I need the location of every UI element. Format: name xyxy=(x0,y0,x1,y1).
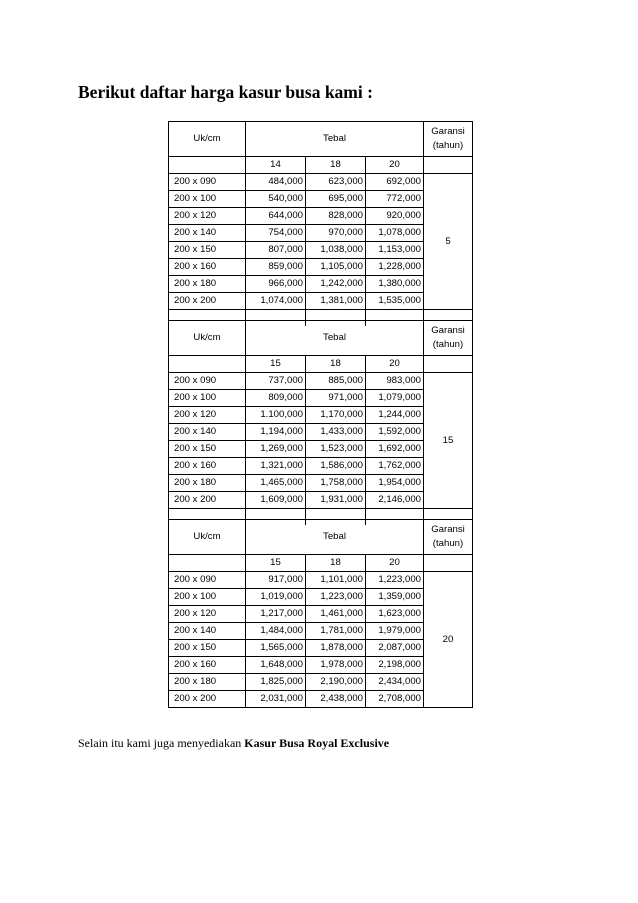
price-cell: 1,609,000 xyxy=(246,492,306,509)
price-cell: 1,359,000 xyxy=(366,589,424,606)
size-cell: 200 x 100 xyxy=(169,390,246,407)
price-cell: 2,146,000 xyxy=(366,492,424,509)
price-cell: 859,000 xyxy=(246,259,306,276)
price-cell: 1,758,000 xyxy=(306,475,366,492)
price-cell: 1,931,000 xyxy=(306,492,366,509)
size-cell: 200 x 200 xyxy=(169,691,246,708)
price-cell: 1,153,000 xyxy=(366,242,424,259)
price-cell: 1,170,000 xyxy=(306,407,366,424)
thickness-value: 20 xyxy=(366,356,424,373)
price-cell: 1,101,000 xyxy=(306,572,366,589)
warranty-label: Garansi xyxy=(431,325,465,336)
price-cell: 971,000 xyxy=(306,390,366,407)
warranty-value: 15 xyxy=(424,373,473,509)
thickness-value: 14 xyxy=(246,157,306,174)
footer-product-name: Kasur Busa Royal Exclusive xyxy=(244,736,390,750)
size-cell: 200 x 090 xyxy=(169,174,246,191)
price-cell: 885,000 xyxy=(306,373,366,390)
size-cell: 200 x 180 xyxy=(169,475,246,492)
price-cell: 2,198,000 xyxy=(366,657,424,674)
warranty-value: 5 xyxy=(424,174,473,310)
size-cell: 200 x 100 xyxy=(169,589,246,606)
thickness-column-header: Tebal xyxy=(246,122,424,157)
price-cell: 1,321,000 xyxy=(246,458,306,475)
price-cell: 695,000 xyxy=(306,191,366,208)
price-cell: 1,223,000 xyxy=(306,589,366,606)
price-cell: 2,708,000 xyxy=(366,691,424,708)
price-cell: 1,465,000 xyxy=(246,475,306,492)
thickness-value: 15 xyxy=(246,356,306,373)
thickness-value: 18 xyxy=(306,555,366,572)
price-cell: 1,461,000 xyxy=(306,606,366,623)
warranty-unit-label: (tahun) xyxy=(432,538,464,549)
warranty-label: Garansi xyxy=(431,524,465,535)
thickness-column-header: Tebal xyxy=(246,321,424,356)
size-cell: 200 x 200 xyxy=(169,492,246,509)
price-cell: 754,000 xyxy=(246,225,306,242)
empty-cell xyxy=(424,356,473,373)
price-cell: 970,000 xyxy=(306,225,366,242)
price-cell: 809,000 xyxy=(246,390,306,407)
price-cell: 2,031,000 xyxy=(246,691,306,708)
price-table xyxy=(168,121,473,326)
warranty-column-header xyxy=(424,122,473,157)
price-cell: 1,380,000 xyxy=(366,276,424,293)
price-cell: 484,000 xyxy=(246,174,306,191)
size-column-header: Uk/cm xyxy=(169,520,246,555)
page-heading: Berikut daftar harga kasur busa kami : xyxy=(78,82,373,102)
price-cell: 623,000 xyxy=(306,174,366,191)
price-cell: 1,244,000 xyxy=(366,407,424,424)
footer-lead: Selain itu kami juga menyediakan xyxy=(78,736,245,750)
thickness-value: 15 xyxy=(246,555,306,572)
size-cell: 200 x 200 xyxy=(169,293,246,310)
price-cell: 1,194,000 xyxy=(246,424,306,441)
thickness-row xyxy=(169,157,473,174)
size-cell: 200 x 140 xyxy=(169,225,246,242)
price-cell: 2,190,000 xyxy=(306,674,366,691)
thickness-value: 20 xyxy=(366,555,424,572)
price-cell: 1,523,000 xyxy=(306,441,366,458)
size-column-header: Uk/cm xyxy=(169,122,246,157)
price-cell: 1,979,000 xyxy=(366,623,424,640)
size-cell: 200 x 090 xyxy=(169,572,246,589)
price-cell: 2,087,000 xyxy=(366,640,424,657)
price-cell: 2,438,000 xyxy=(306,691,366,708)
size-cell: 200 x 120 xyxy=(169,208,246,225)
price-cell: 692,000 xyxy=(366,174,424,191)
price-cell: 983,000 xyxy=(366,373,424,390)
price-cell: 828,000 xyxy=(306,208,366,225)
size-cell: 200 x 160 xyxy=(169,259,246,276)
price-table xyxy=(168,519,473,708)
size-cell: 200 x 180 xyxy=(169,674,246,691)
thickness-value: 18 xyxy=(306,157,366,174)
price-cell: 1,242,000 xyxy=(306,276,366,293)
warranty-column-header xyxy=(424,321,473,356)
table-header-row xyxy=(169,321,473,356)
price-cell: 1,079,000 xyxy=(366,390,424,407)
price-cell: 1,586,000 xyxy=(306,458,366,475)
table-row xyxy=(169,572,473,589)
thickness-row xyxy=(169,555,473,572)
thickness-row xyxy=(169,356,473,373)
warranty-label: Garansi xyxy=(431,126,465,137)
size-cell: 200 x 180 xyxy=(169,276,246,293)
price-cell: 1,038,000 xyxy=(306,242,366,259)
size-cell: 200 x 150 xyxy=(169,640,246,657)
thickness-value: 18 xyxy=(306,356,366,373)
warranty-value: 20 xyxy=(424,572,473,708)
price-cell: 1,433,000 xyxy=(306,424,366,441)
empty-cell xyxy=(169,356,246,373)
price-table xyxy=(168,320,473,525)
price-cell: 1,878,000 xyxy=(306,640,366,657)
price-cell: 966,000 xyxy=(246,276,306,293)
warranty-unit-label: (tahun) xyxy=(432,339,464,350)
empty-cell xyxy=(424,555,473,572)
warranty-column-header xyxy=(424,520,473,555)
price-cell: 1,825,000 xyxy=(246,674,306,691)
size-cell: 200 x 150 xyxy=(169,441,246,458)
size-cell: 200 x 160 xyxy=(169,458,246,475)
size-cell: 200 x 160 xyxy=(169,657,246,674)
price-cell: 1,217,000 xyxy=(246,606,306,623)
price-cell: 917,000 xyxy=(246,572,306,589)
table-row xyxy=(169,373,473,390)
price-cell: 1,781,000 xyxy=(306,623,366,640)
empty-cell xyxy=(424,157,473,174)
size-cell: 200 x 120 xyxy=(169,407,246,424)
price-cell: 1,535,000 xyxy=(366,293,424,310)
footer-text xyxy=(78,736,389,751)
size-cell: 200 x 150 xyxy=(169,242,246,259)
empty-cell xyxy=(169,157,246,174)
price-cell: 540,000 xyxy=(246,191,306,208)
thickness-value: 20 xyxy=(366,157,424,174)
price-cell: 1,381,000 xyxy=(306,293,366,310)
price-cell: 1,978,000 xyxy=(306,657,366,674)
size-cell: 200 x 140 xyxy=(169,424,246,441)
price-cell: 772,000 xyxy=(366,191,424,208)
size-cell: 200 x 090 xyxy=(169,373,246,390)
price-cell: 1.100,000 xyxy=(246,407,306,424)
warranty-unit-label: (tahun) xyxy=(432,140,464,151)
size-cell: 200 x 120 xyxy=(169,606,246,623)
size-cell: 200 x 140 xyxy=(169,623,246,640)
table-header-row xyxy=(169,520,473,555)
price-cell: 1,223,000 xyxy=(366,572,424,589)
price-cell: 1,565,000 xyxy=(246,640,306,657)
price-cell: 1,105,000 xyxy=(306,259,366,276)
table-header-row xyxy=(169,122,473,157)
table-row xyxy=(169,174,473,191)
empty-cell xyxy=(169,555,246,572)
price-cell: 737,000 xyxy=(246,373,306,390)
price-cell: 1,954,000 xyxy=(366,475,424,492)
price-cell: 1,269,000 xyxy=(246,441,306,458)
price-cell: 1,019,000 xyxy=(246,589,306,606)
price-cell: 1,648,000 xyxy=(246,657,306,674)
price-cell: 1,592,000 xyxy=(366,424,424,441)
price-cell: 920,000 xyxy=(366,208,424,225)
price-cell: 1,228,000 xyxy=(366,259,424,276)
price-cell: 1,692,000 xyxy=(366,441,424,458)
price-cell: 1,762,000 xyxy=(366,458,424,475)
price-cell: 1,484,000 xyxy=(246,623,306,640)
price-cell: 644,000 xyxy=(246,208,306,225)
size-column-header: Uk/cm xyxy=(169,321,246,356)
price-cell: 1,074,000 xyxy=(246,293,306,310)
size-cell: 200 x 100 xyxy=(169,191,246,208)
price-cell: 1,623,000 xyxy=(366,606,424,623)
price-cell: 2,434,000 xyxy=(366,674,424,691)
thickness-column-header: Tebal xyxy=(246,520,424,555)
price-cell: 1,078,000 xyxy=(366,225,424,242)
price-cell: 807,000 xyxy=(246,242,306,259)
